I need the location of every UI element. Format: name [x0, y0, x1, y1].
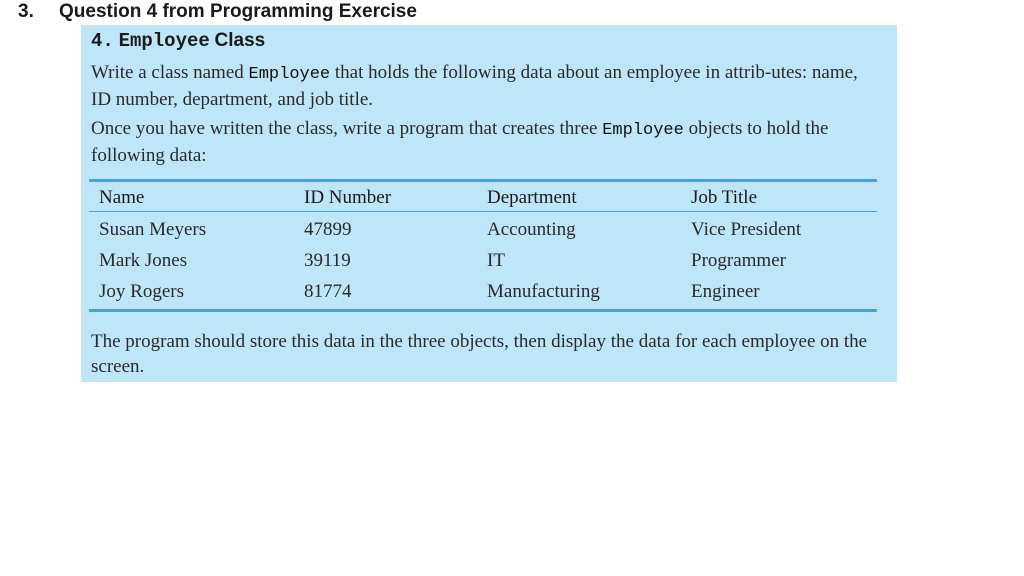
table-cell: IT [487, 250, 505, 271]
employee-table [89, 179, 877, 313]
question-number: 3. [18, 1, 34, 22]
table-cell: 39119 [304, 250, 351, 271]
paragraph-1-code: Employee [248, 65, 331, 84]
exercise-title-word: Class [214, 30, 266, 51]
exercise-box [81, 25, 897, 382]
table-cell: 81774 [304, 281, 352, 302]
exercise-paragraph-1 [91, 60, 881, 112]
table-cell: Vice President [691, 219, 802, 240]
table-header-department: Department [487, 187, 577, 208]
table-cell: Programmer [691, 250, 786, 271]
table-bottom-rule [89, 309, 877, 312]
paragraph-2-code: Employee [602, 121, 684, 140]
table-header-job-title: Job Title [691, 187, 758, 208]
paragraph-2-after: objects to hold the following data: [91, 118, 829, 166]
exercise-title-code: Employee [118, 30, 210, 52]
exercise-paragraph-3: The program should store this data in the three objects, then display the data for each employee on the screen. [91, 331, 868, 377]
table-cell: Accounting [487, 219, 576, 240]
table-cell: Engineer [691, 281, 760, 302]
table-header-id-number: ID Number [304, 187, 392, 208]
paragraph-1-after: that holds the following data about an employee in attrib-utes: name, ID number, department, and job title. [91, 62, 858, 110]
question-title: Question 4 from Programming Exercise [59, 1, 417, 22]
exercise-title [91, 29, 265, 53]
table-header-name: Name [99, 187, 145, 208]
table-cell: Susan Meyers [99, 219, 207, 240]
table-cell: Manufacturing [487, 281, 600, 302]
table-cell: Joy Rogers [99, 281, 184, 302]
table-header-rule [89, 211, 877, 212]
exercise-title-number: 4. [91, 30, 114, 52]
table-cell: 47899 [304, 219, 352, 240]
table-top-rule [89, 179, 877, 182]
table-cell: Mark Jones [99, 250, 188, 271]
exercise-paragraph-2 [91, 116, 881, 168]
paragraph-2-before: Once you have written the class, write a program that creates three [91, 118, 603, 139]
paragraph-1-before: Write a class named [91, 62, 249, 83]
